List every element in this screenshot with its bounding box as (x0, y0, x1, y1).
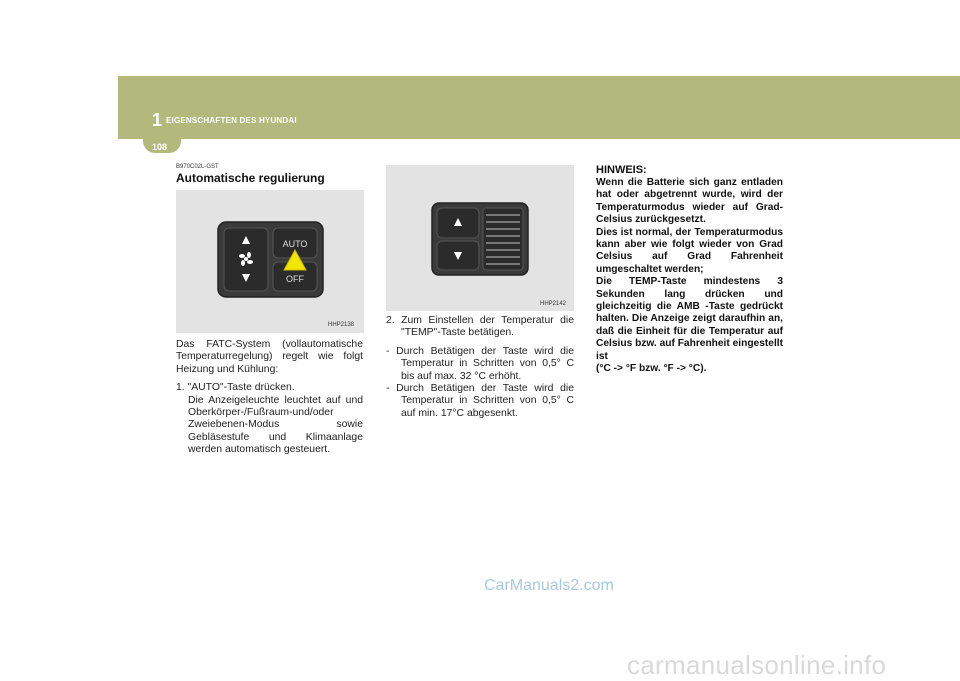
off-button-label: OFF (286, 274, 304, 284)
bullet-increase: - Durch Betätigen der Taste wird die Temperatur in Schritten von 0,5° C bis auf max. 32 °C erhöht. (386, 345, 574, 382)
note-body (596, 177, 783, 376)
note-paragraph: Dies ist normal, der Temperaturmodus kann aber wie folgt wieder von Grad Celsius auf Grad Fahrenheit umgeschaltet werden; (596, 226, 783, 275)
temp-panel-illustration (386, 165, 574, 311)
figure-label: HHP2142 (540, 301, 567, 307)
chapter-number: 1 (152, 110, 163, 130)
header-band (118, 76, 960, 139)
step-2: 2. Zum Einstellen der Temperatur die "TEMP"-Taste betätigen. (386, 315, 574, 339)
figure-auto-off-panel (176, 190, 364, 333)
section-title: Automatische regulierung (176, 171, 325, 185)
watermark-link[interactable]: CarManuals2.com (484, 577, 614, 594)
note-paragraph: Wenn die Batterie sich ganz entladen hat oder abgetrennt wurde, wird der Temperaturmodus wieder auf Grad-Celsius zurückgesetzt. (596, 177, 783, 226)
step-1-body: Die Anzeigeleuchte leuchtet auf und Oberkörper-/Fußraum-und/oder Zweiebenen-Modus sowie Gebläsestufe und Klimaanlage werden automatisch gesteuert. (188, 394, 363, 456)
page-number: 108 (152, 142, 168, 152)
auto-off-panel-illustration (176, 190, 364, 333)
figure-label: HHP2138 (328, 322, 355, 328)
note-paragraph: (°C -> °F bzw. °F -> °C). (596, 363, 707, 375)
figure-temp-panel (386, 165, 574, 311)
note-paragraph: Die TEMP-Taste mindestens 3 Sekunden lang drücken und gleichzeitig die AMB -Taste gedrückt halten. Die Anzeige zeigt daraufhin an, daß die Einheit für die Temperatur auf Celsius bzw. auf Fahrenheit eingestellt ist (596, 276, 783, 362)
auto-button-label: AUTO (282, 239, 308, 249)
column-2-text (386, 315, 574, 420)
step-1-heading: 1. "AUTO"-Taste drücken. (176, 382, 295, 394)
note-title: HINWEIS: (596, 164, 647, 176)
column-1-text (176, 339, 363, 457)
bullet-decrease: - Durch Betätigen der Taste wird die Temperatur in Schritten von 0,5° C auf min. 17°C abgesenkt. (386, 383, 574, 419)
section-code: B970C02L-GST (176, 164, 219, 170)
watermark-footer: carmanualsonline.info (627, 650, 887, 680)
intro-paragraph: Das FATC-System (vollautomatische Temperaturregelung) regelt wie folgt Heizung und Kühlung: (176, 339, 363, 375)
chapter-title: EIGENSCHAFTEN DES HYUNDAI (166, 116, 297, 125)
